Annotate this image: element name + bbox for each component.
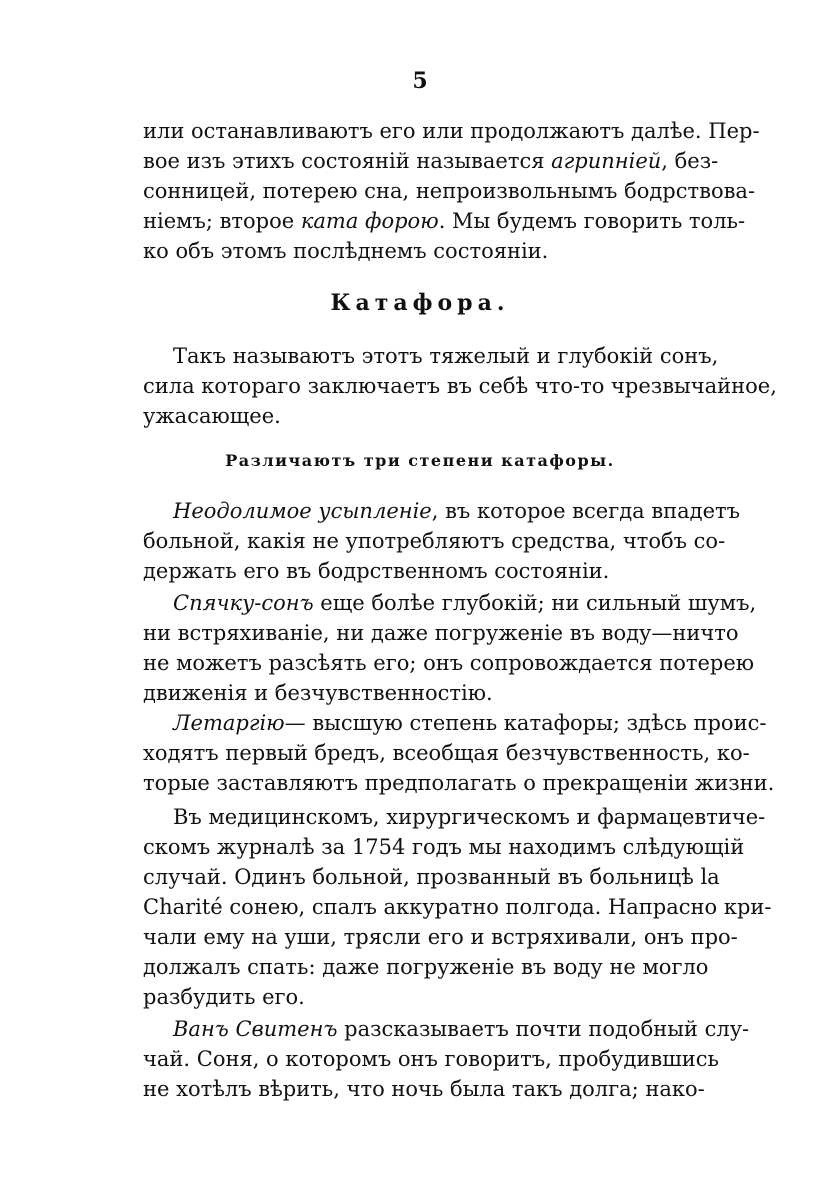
text-line: не можетъ разсѣять его; онъ сопровождается потерею [143,651,755,675]
text-line: больной, какія не употребляютъ средства, чтобъ со- [143,529,726,553]
italic-term: агрипніей [551,149,662,173]
text-line: ни встряхиваніе, ни даже погруженіе въ воду—ничто [143,621,739,645]
text-line: ніемъ; второе ката форою. Мы будемъ говорить толь- [143,209,746,233]
section-heading: Катафора. [330,290,510,316]
text-line: сила котораго заключаетъ въ себѣ что-то чрезвычайное, [143,374,777,398]
text-line: случай. Одинъ больной, прозванный въ больницѣ la [143,865,720,889]
text-line: чай. Соня, о которомъ онъ говоритъ, пробудившись [143,1047,719,1071]
text-line: держать его въ бодрственномъ состояніи. [143,559,610,583]
text-line: Спячку-сонъ еще болѣе глубокій; ни сильный шумъ, [173,591,757,615]
text-line: Ванъ Свитенъ разсказываетъ почти подобный слу- [173,1017,750,1041]
text-line: ходятъ первый бредъ, всеобщая безчувственность, ко- [143,741,750,765]
text-line: ужасающее. [143,404,281,428]
text-line: торые заставляютъ предполагать о прекращеніи жизни. [143,771,775,795]
text-line: скомъ журналѣ за 1754 годъ мы находимъ слѣдующій [143,835,745,859]
text-line: ко объ этомъ послѣднемъ состояніи. [143,239,549,263]
italic-term: Неодолимое усыпленіе [173,499,432,523]
italic-term: ката форою [300,209,439,233]
italic-term: Летаргію [173,711,285,735]
page-number: 5 [412,68,428,94]
text-line: Въ медицинскомъ, хирургическомъ и фармацевтиче- [173,805,766,829]
subheading: Различаютъ три степени катафоры. [225,451,615,470]
text-line: разбудить его. [143,985,305,1009]
text-line: сонницей, потерею сна, непроизвольнымъ бодрствова- [143,179,756,203]
text-line: Летаргію— высшую степень катафоры; здѣсь проис- [173,711,767,735]
italic-term: Ванъ Свитенъ [173,1017,338,1041]
text-line: вое изъ этихъ состояній называется агрипніей, без- [143,149,719,173]
text-line: Такъ называютъ этотъ тяжелый и глубокій сонъ, [173,344,719,368]
text-line: чали ему на уши, трясли его и встряхивали, онъ про- [143,925,738,949]
italic-term: Спячку-сонъ [173,591,314,615]
text-line: должалъ спать: даже погруженіе въ воду не могло [143,955,709,979]
text-line: движенія и безчувственностію. [143,681,493,705]
text-line: Неодолимое усыпленіе, въ которое всегда впадетъ [173,499,740,523]
text-line: или останавливаютъ его или продолжаютъ далѣе. Пер- [143,119,760,143]
text-line: не хотѣлъ вѣрить, что ночь была такъ долга; нако- [143,1077,705,1101]
text-line: Charité сонею, спалъ аккуратно полгода. Напрасно кри- [143,895,772,919]
